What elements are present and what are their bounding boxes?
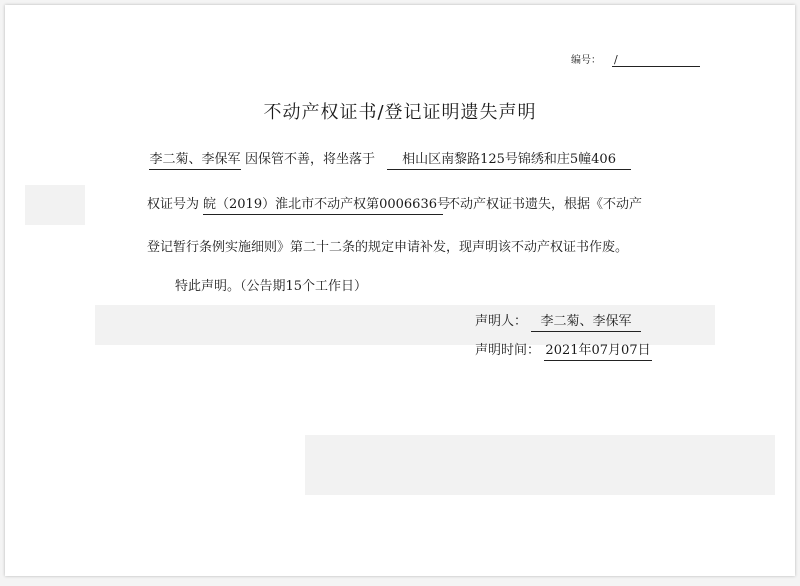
text-segment: 特此声明。（公告期15个工作日） [175,279,368,294]
cert-number-field: 皖（2019）淮北市不动产权第0006636号 [203,196,443,215]
serial-value: / [612,53,700,67]
show-through-mark [305,435,775,495]
paragraph-line-4 [175,278,367,296]
text-segment: 权证号为 [147,197,200,212]
date-row [475,342,656,361]
paragraph-line-1 [145,151,635,170]
paragraph-line-2 [147,196,642,215]
paragraph-line-3 [147,239,628,257]
serial-label: 编号： [571,55,601,66]
text-segment: 因保管不善，将坐落于 [245,152,376,167]
date-label: 声明时间： [475,343,541,358]
page-title: 不动产权证书/登记证明遗失声明 [263,102,537,123]
declarant-value: 李二菊、李保军 [531,313,641,332]
declarant-row [475,313,645,332]
text-segment: 不动产权证书遗失，根据《不动产 [447,197,643,212]
document-page [5,5,795,576]
declarant-label: 声明人： [475,314,528,329]
date-value: 2021年07月07日 [544,342,652,361]
show-through-mark [25,185,85,225]
location-field: 相山区南黎路125号锦绣和庄5幢406 [387,151,631,170]
owners-field: 李二菊、李保军 [149,151,241,170]
text-segment: 登记暂行条例实施细则》第二十二条的规定申请补发，现声明该不动产权证书作废。 [147,240,629,255]
